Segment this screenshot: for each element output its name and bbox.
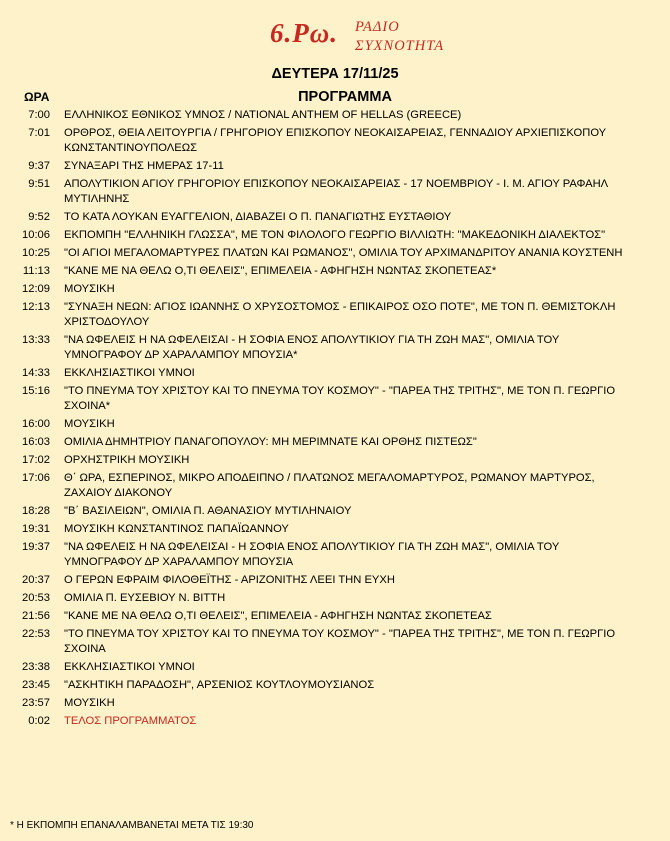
schedule-row bbox=[0, 282, 670, 297]
schedule-title: ΕΚΠΟΜΠΗ "ΕΛΛΗΝΙΚΗ ΓΛΩΣΣΑ", ΜΕ ΤΟΝ ΦΙΛΟΛΟΓΟ ΓΕΩΡΓΙΟ ΒΙΛΛΙΩΤΗ: "ΜΑΚΕΔΟΝΙΚΗ ΔΙΑΛΕΚΤΟΣ" bbox=[64, 229, 606, 241]
schedule-time: 19:31 bbox=[22, 523, 50, 535]
schedule-title: Ο ΓΕΡΩΝ ΕΦΡΑΙΜ ΦΙΛΟΘΕΪΤΗΣ - ΑΡΙΖΟΝΙΤΗΣ ΛΕΕΙ ΤΗΝ ΕΥΧΗ bbox=[64, 574, 395, 586]
schedule-time: 21:56 bbox=[22, 610, 50, 622]
schedule-title: ΟΡΧΗΣΤΡΙΚΗ ΜΟΥΣΙΚΗ bbox=[64, 454, 190, 466]
schedule-time: 10:06 bbox=[22, 229, 50, 241]
schedule-row bbox=[0, 573, 670, 588]
schedule-row bbox=[0, 540, 670, 570]
station-logo: 6.Ρω. bbox=[270, 18, 339, 48]
schedule-time: 18:28 bbox=[22, 505, 50, 517]
schedule-time: 23:57 bbox=[22, 697, 50, 709]
schedule-title: "ΝΑ ΩΦΕΛΕΙΣ Η ΝΑ ΩΦΕΛΕΙΣΑΙ - Η ΣΟΦΙΑ ΕΝΟΣ ΑΠΟΛΥΤΙΚΙΟΥ ΓΙΑ ΤΗ ΖΩΗ ΜΑΣ", ΟΜΙΛΙΑ ΤΟΥ ΥΜΝΟΓΡΑΦΟΥ ΔΡ ΧΑΡΑΛΑΜΠΟΥ ΜΠΟΥΣΙΑ* bbox=[64, 334, 560, 361]
time-column-header: ΩΡΑ bbox=[24, 90, 50, 104]
schedule-time: 10:25 bbox=[22, 247, 50, 259]
schedule-row bbox=[0, 246, 670, 261]
schedule-title: ΜΟΥΣΙΚΗ bbox=[64, 418, 115, 430]
schedule-list bbox=[0, 108, 670, 732]
schedule-row bbox=[0, 471, 670, 501]
schedule-time: 17:06 bbox=[22, 472, 50, 484]
schedule-time: 16:03 bbox=[22, 436, 50, 448]
schedule-row bbox=[0, 696, 670, 711]
schedule-title: "ΚΑΝΕ ΜΕ ΝΑ ΘΕΛΩ Ο,ΤΙ ΘΕΛΕΙΣ", ΕΠΙΜΕΛΕΙΑ - ΑΦΗΓΗΣΗ ΝΩΝΤΑΣ ΣΚΟΠΕΤΕΑΣ* bbox=[64, 265, 497, 277]
footnote: * Η ΕΚΠΟΜΠΗ ΕΠΑΝΑΛΑΜΒΑΝΕΤΑΙ ΜΕΤΑ ΤΙΣ 19:30 bbox=[10, 820, 254, 831]
schedule-row bbox=[0, 384, 670, 414]
schedule-row bbox=[0, 159, 670, 174]
schedule-title: ΑΠΟΛΥΤΙΚΙΟΝ ΑΓΙΟΥ ΓΡΗΓΟΡΙΟΥ ΕΠΙΣΚΟΠΟΥ ΝΕΟΚΑΙΣΑΡΕΙΑΣ - 17 ΝΟΕΜΒΡΙΟΥ - Ι. Μ. ΑΓΙΟΥ ΡΑΦΑΗΛ ΜΥΤΙΛΗΝΗΣ bbox=[64, 178, 608, 205]
schedule-title: ΟΜΙΛΙΑ Π. ΕΥΣΕΒΙΟΥ Ν. ΒΙΤΤΗ bbox=[64, 592, 226, 604]
schedule-time: 23:38 bbox=[22, 661, 50, 673]
schedule-row bbox=[0, 108, 670, 123]
schedule-row bbox=[0, 366, 670, 381]
schedule-title: "ΟΙ ΑΓΙΟΙ ΜΕΓΑΛΟΜΑΡΤΥΡΕΣ ΠΛΑΤΩΝ ΚΑΙ ΡΩΜΑΝΟΣ", ΟΜΙΛΙΑ ΤΟΥ ΑΡΧΙΜΑΝΔΡΙΤΟΥ ΑΝΑΝΙΑ ΚΟΥΣΤΕΝΗ bbox=[64, 247, 623, 259]
schedule-time: 17:02 bbox=[22, 454, 50, 466]
schedule-row bbox=[0, 435, 670, 450]
schedule-time: 20:53 bbox=[22, 592, 50, 604]
schedule-title: "ΚΑΝΕ ΜΕ ΝΑ ΘΕΛΩ Ο,ΤΙ ΘΕΛΕΙΣ", ΕΠΙΜΕΛΕΙΑ - ΑΦΗΓΗΣΗ ΝΩΝΤΑΣ ΣΚΟΠΕΤΕΑΣ bbox=[64, 610, 492, 622]
schedule-row bbox=[0, 177, 670, 207]
schedule-time: 9:52 bbox=[28, 211, 50, 223]
schedule-row bbox=[0, 678, 670, 693]
schedule-title: ΕΚΚΛΗΣΙΑΣΤΙΚΟΙ ΥΜΝΟΙ bbox=[64, 661, 195, 673]
station-name-line1: ΡΑΔΙΟ bbox=[355, 19, 400, 35]
schedule-title: ΤΕΛΟΣ ΠΡΟΓΡΑΜΜΑΤΟΣ bbox=[64, 715, 197, 727]
schedule-row bbox=[0, 417, 670, 432]
schedule-title: "ΤΟ ΠΝΕΥΜΑ ΤΟΥ ΧΡΙΣΤΟΥ ΚΑΙ ΤΟ ΠΝΕΥΜΑ ΤΟΥ ΚΟΣΜΟΥ" - "ΠΑΡΕΑ ΤΗΣ ΤΡΙΤΗΣ", ΜΕ ΤΟΝ Π. ΓΕΩΡΓΙΟ ΣΧΟΙΝΑ bbox=[64, 628, 616, 655]
schedule-title: ΕΚΚΛΗΣΙΑΣΤΙΚΟΙ ΥΜΝΟΙ bbox=[64, 367, 195, 379]
schedule-time: 19:37 bbox=[22, 541, 50, 553]
schedule-row bbox=[0, 126, 670, 156]
schedule-time: 9:37 bbox=[28, 160, 50, 172]
schedule-row bbox=[0, 609, 670, 624]
schedule-time: 23:45 bbox=[22, 679, 50, 691]
schedule-row bbox=[0, 453, 670, 468]
schedule-title: ΜΟΥΣΙΚΗ bbox=[64, 283, 115, 295]
schedule-row bbox=[0, 660, 670, 675]
schedule-time: 12:09 bbox=[22, 283, 50, 295]
schedule-title: ΟΜΙΛΙΑ ΔΗΜΗΤΡΙΟΥ ΠΑΝΑΓΟΠΟΥΛΟΥ: ΜΗ ΜΕΡΙΜΝΑΤΕ ΚΑΙ ΟΡΘΗΣ ΠΙΣΤΕΩΣ" bbox=[64, 436, 477, 448]
schedule-title: "ΝΑ ΩΦΕΛΕΙΣ Η ΝΑ ΩΦΕΛΕΙΣΑΙ - Η ΣΟΦΙΑ ΕΝΟΣ ΑΠΟΛΥΤΙΚΙΟΥ ΓΙΑ ΤΗ ΖΩΗ ΜΑΣ", ΟΜΙΛΙΑ ΤΟΥ ΥΜΝΟΓΡΑΦΟΥ ΔΡ ΧΑΡΑΛΑΜΠΟΥ ΜΠΟΥΣΙΑ bbox=[64, 541, 560, 568]
schedule-row bbox=[0, 210, 670, 225]
schedule-title: ΤΟ ΚΑΤΑ ΛΟΥΚΑΝ ΕΥΑΓΓΕΛΙΟΝ, ΔΙΑΒΑΖΕΙ Ο Π. ΠΑΝΑΓΙΩΤΗΣ ΕΥΣΤΑΘΙΟΥ bbox=[64, 211, 452, 223]
schedule-title: ΟΡΘΡΟΣ, ΘΕΙΑ ΛΕΙΤΟΥΡΓΙΑ / ΓΡΗΓΟΡΙΟΥ ΕΠΙΣΚΟΠΟΥ ΝΕΟΚΑΙΣΑΡΕΙΑΣ, ΓΕΝΝΑΔΙΟΥ ΑΡΧΙΕΠΙΣΚΟΠΟΥ ΚΩΝΣΤΑΝΤΙΝΟΥΠΟΛΕΩΣ bbox=[64, 127, 606, 154]
schedule-row bbox=[0, 714, 670, 729]
schedule-row bbox=[0, 627, 670, 657]
schedule-title: Θ΄ ΩΡΑ, ΕΣΠΕΡΙΝΟΣ, ΜΙΚΡΟ ΑΠΟΔΕΙΠΝΟ / ΠΛΑΤΩΝΟΣ ΜΕΓΑΛΟΜΑΡΤΥΡΟΣ, ΡΩΜΑΝΟΥ ΜΑΡΤΥΡΟΣ, ΖΑΧΑΙΟΥ ΔΙΑΚΟΝΟΥ bbox=[64, 472, 595, 499]
schedule-time: 7:00 bbox=[28, 109, 50, 121]
schedule-time: 22:53 bbox=[22, 628, 50, 640]
schedule-title: "Β΄ ΒΑΣΙΛΕΙΩΝ", ΟΜΙΛΙΑ Π. ΑΘΑΝΑΣΙΟΥ ΜΥΤΙΛΗΝΑΙΟΥ bbox=[64, 505, 352, 517]
schedule-title: ΣΥΝΑΞΑΡΙ ΤΗΣ ΗΜΕΡΑΣ 17-11 bbox=[64, 160, 224, 172]
schedule-title: "ΤΟ ΠΝΕΥΜΑ ΤΟΥ ΧΡΙΣΤΟΥ ΚΑΙ ΤΟ ΠΝΕΥΜΑ ΤΟΥ ΚΟΣΜΟΥ" - "ΠΑΡΕΑ ΤΗΣ ΤΡΙΤΗΣ", ΜΕ ΤΟΝ Π. ΓΕΩΡΓΙΟ ΣΧΟΙΝΑ* bbox=[64, 385, 616, 412]
schedule-title: ΜΟΥΣΙΚΗ bbox=[64, 697, 115, 709]
schedule-row bbox=[0, 591, 670, 606]
schedule-time: 14:33 bbox=[22, 367, 50, 379]
schedule-row bbox=[0, 504, 670, 519]
schedule-row bbox=[0, 522, 670, 537]
schedule-title: ΕΛΛΗΝΙΚΟΣ ΕΘΝΙΚΟΣ ΥΜΝΟΣ / NATIONAL ANTHEM OF HELLAS (GREECE) bbox=[64, 109, 462, 121]
schedule-time: 20:37 bbox=[22, 574, 50, 586]
schedule-title: "ΣΥΝΑΞΗ ΝΕΩΝ: ΑΓΙΟΣ ΙΩΑΝΝΗΣ Ο ΧΡΥΣΟΣΤΟΜΟΣ - ΕΠΙΚΑΙΡΟΣ ΟΣΟ ΠΟΤΕ", ΜΕ ΤΟΝ Π. ΘΕΜΙΣΤΟΚΛΗ ΧΡΙΣΤΟΔΟΥΛΟΥ bbox=[64, 301, 616, 328]
schedule-row bbox=[0, 228, 670, 243]
schedule-time: 0:02 bbox=[28, 715, 50, 727]
schedule-title: ΜΟΥΣΙΚΗ ΚΩΝΣΤΑΝΤΙΝΟΣ ΠΑΠΑΪΩΑΝΝΟΥ bbox=[64, 523, 289, 535]
schedule-title: "ΑΣΚΗΤΙΚΗ ΠΑΡΑΔΟΣΗ", ΑΡΣΕΝΙΟΣ ΚΟΥΤΛΟΥΜΟΥΣΙΑΝΟΣ bbox=[64, 679, 375, 691]
station-name-line2: ΣΥΧΝΟΤΗΤΑ bbox=[355, 38, 445, 54]
schedule-row bbox=[0, 300, 670, 330]
schedule-time: 12:13 bbox=[22, 301, 50, 313]
schedule-time: 9:51 bbox=[28, 178, 50, 190]
schedule-time: 15:16 bbox=[22, 385, 50, 397]
schedule-time: 11:13 bbox=[22, 265, 50, 277]
schedule-row bbox=[0, 333, 670, 363]
program-column-header: ΠΡΟΓΡΑΜΜΑ bbox=[298, 89, 392, 105]
schedule-time: 13:33 bbox=[22, 334, 50, 346]
schedule-time: 16:00 bbox=[22, 418, 50, 430]
schedule-time: 7:01 bbox=[28, 127, 50, 139]
schedule-row bbox=[0, 264, 670, 279]
schedule-date: ΔΕΥΤΕΡΑ 17/11/25 bbox=[271, 66, 399, 82]
station-name bbox=[355, 18, 444, 56]
